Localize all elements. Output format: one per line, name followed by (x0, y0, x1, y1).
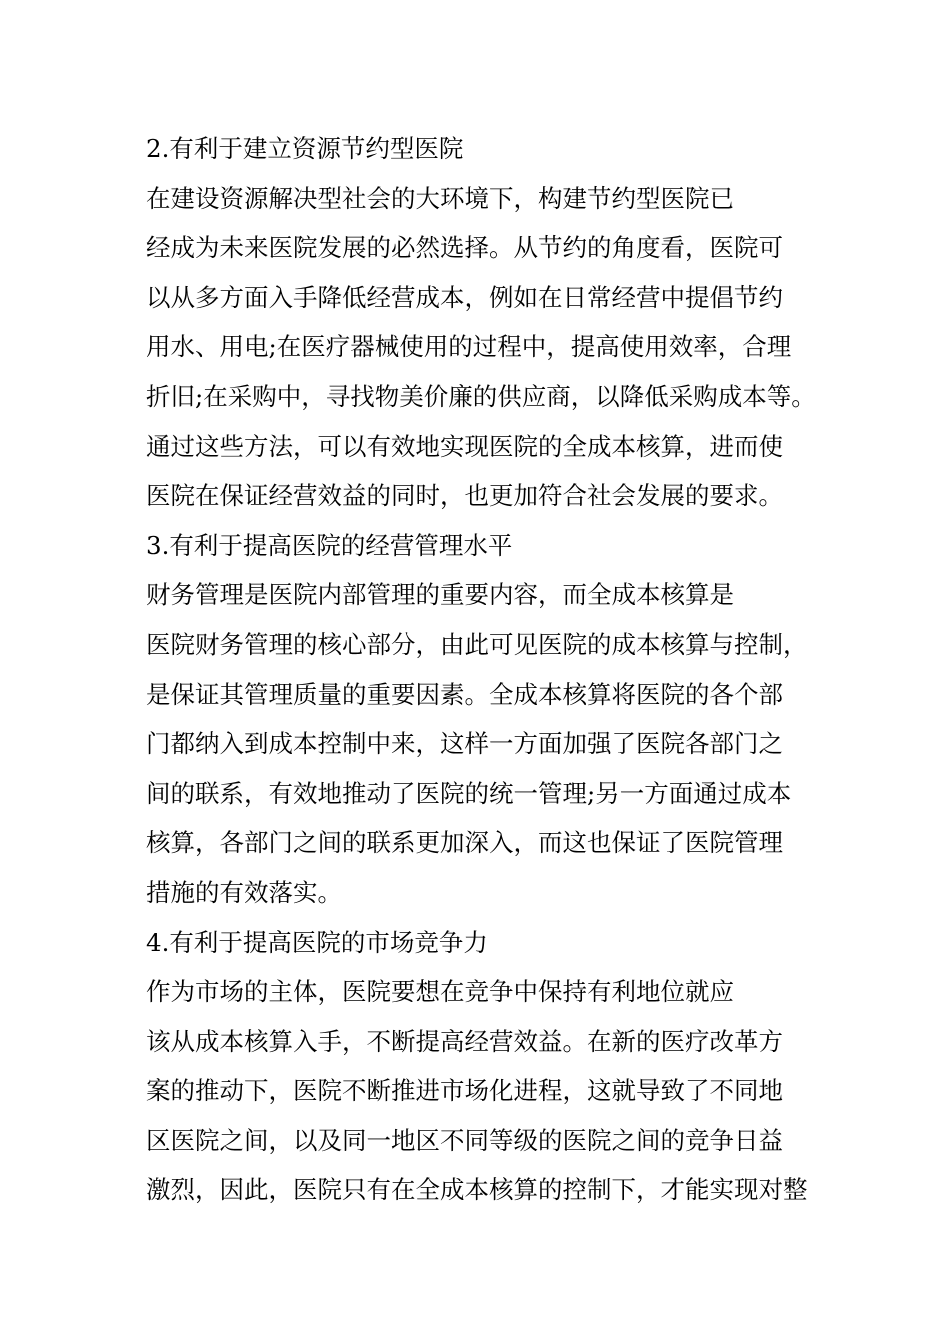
paragraph-line: 激烈，因此，医院只有在全成本核算的控制下，才能实现对整 (146, 1175, 808, 1205)
document-page (146, 124, 816, 1215)
paragraph-line: 作为市场的主体，医院要想在竞争中保持有利地位就应 (146, 977, 734, 1007)
paragraph-line: 通过这些方法，可以有效地实现医院的全成本核算，进而使 (146, 431, 783, 461)
paragraph-line: 该从成本核算入手，不断提高经营效益。在新的医疗改革方 (146, 1026, 783, 1056)
paragraph-line: 经成为未来医院发展的必然选择。从节约的角度看，医院可 (146, 233, 783, 263)
paragraph-line: 用水、用电;在医疗器械使用的过程中，提高使用效率，合理 (146, 332, 792, 362)
paragraph-line: 间的联系，有效地推动了医院的统一管理;另一方面通过成本 (146, 778, 792, 808)
paragraph-line: 医院在保证经营效益的同时，也更加符合社会发展的要求。 (146, 481, 783, 511)
paragraph-line: 以从多方面入手降低经营成本，例如在日常经营中提倡节约 (146, 282, 783, 312)
paragraph-line: 是保证其管理质量的重要因素。全成本核算将医院的各个部 (146, 679, 783, 709)
section-heading: 2.有利于建立资源节约型医院 (146, 134, 464, 163)
paragraph-line: 医院财务管理的核心部分，由此可见医院的成本核算与控制， (146, 629, 808, 659)
paragraph-line: 措施的有效落实。 (146, 877, 342, 907)
paragraph-line: 财务管理是医院内部管理的重要内容，而全成本核算是 (146, 580, 734, 610)
paragraph-line: 核算，各部门之间的联系更加深入，而这也保证了医院管理 (146, 828, 783, 858)
paragraph-line: 案的推动下，医院不断推进市场化进程，这就导致了不同地 (146, 1076, 783, 1106)
paragraph-line: 区医院之间，以及同一地区不同等级的医院之间的竞争日益 (146, 1125, 783, 1155)
paragraph-line: 门都纳入到成本控制中来，这样一方面加强了医院各部门之 (146, 729, 783, 759)
section-heading: 4.有利于提高医院的市场竞争力 (146, 927, 488, 957)
section-heading: 3.有利于提高医院的经营管理水平 (146, 530, 513, 560)
paragraph-line: 在建设资源解决型社会的大环境下，构建节约型医院已 (146, 183, 734, 213)
paragraph-line: 折旧;在采购中，寻找物美价廉的供应商，以降低采购成本等。 (146, 381, 816, 411)
